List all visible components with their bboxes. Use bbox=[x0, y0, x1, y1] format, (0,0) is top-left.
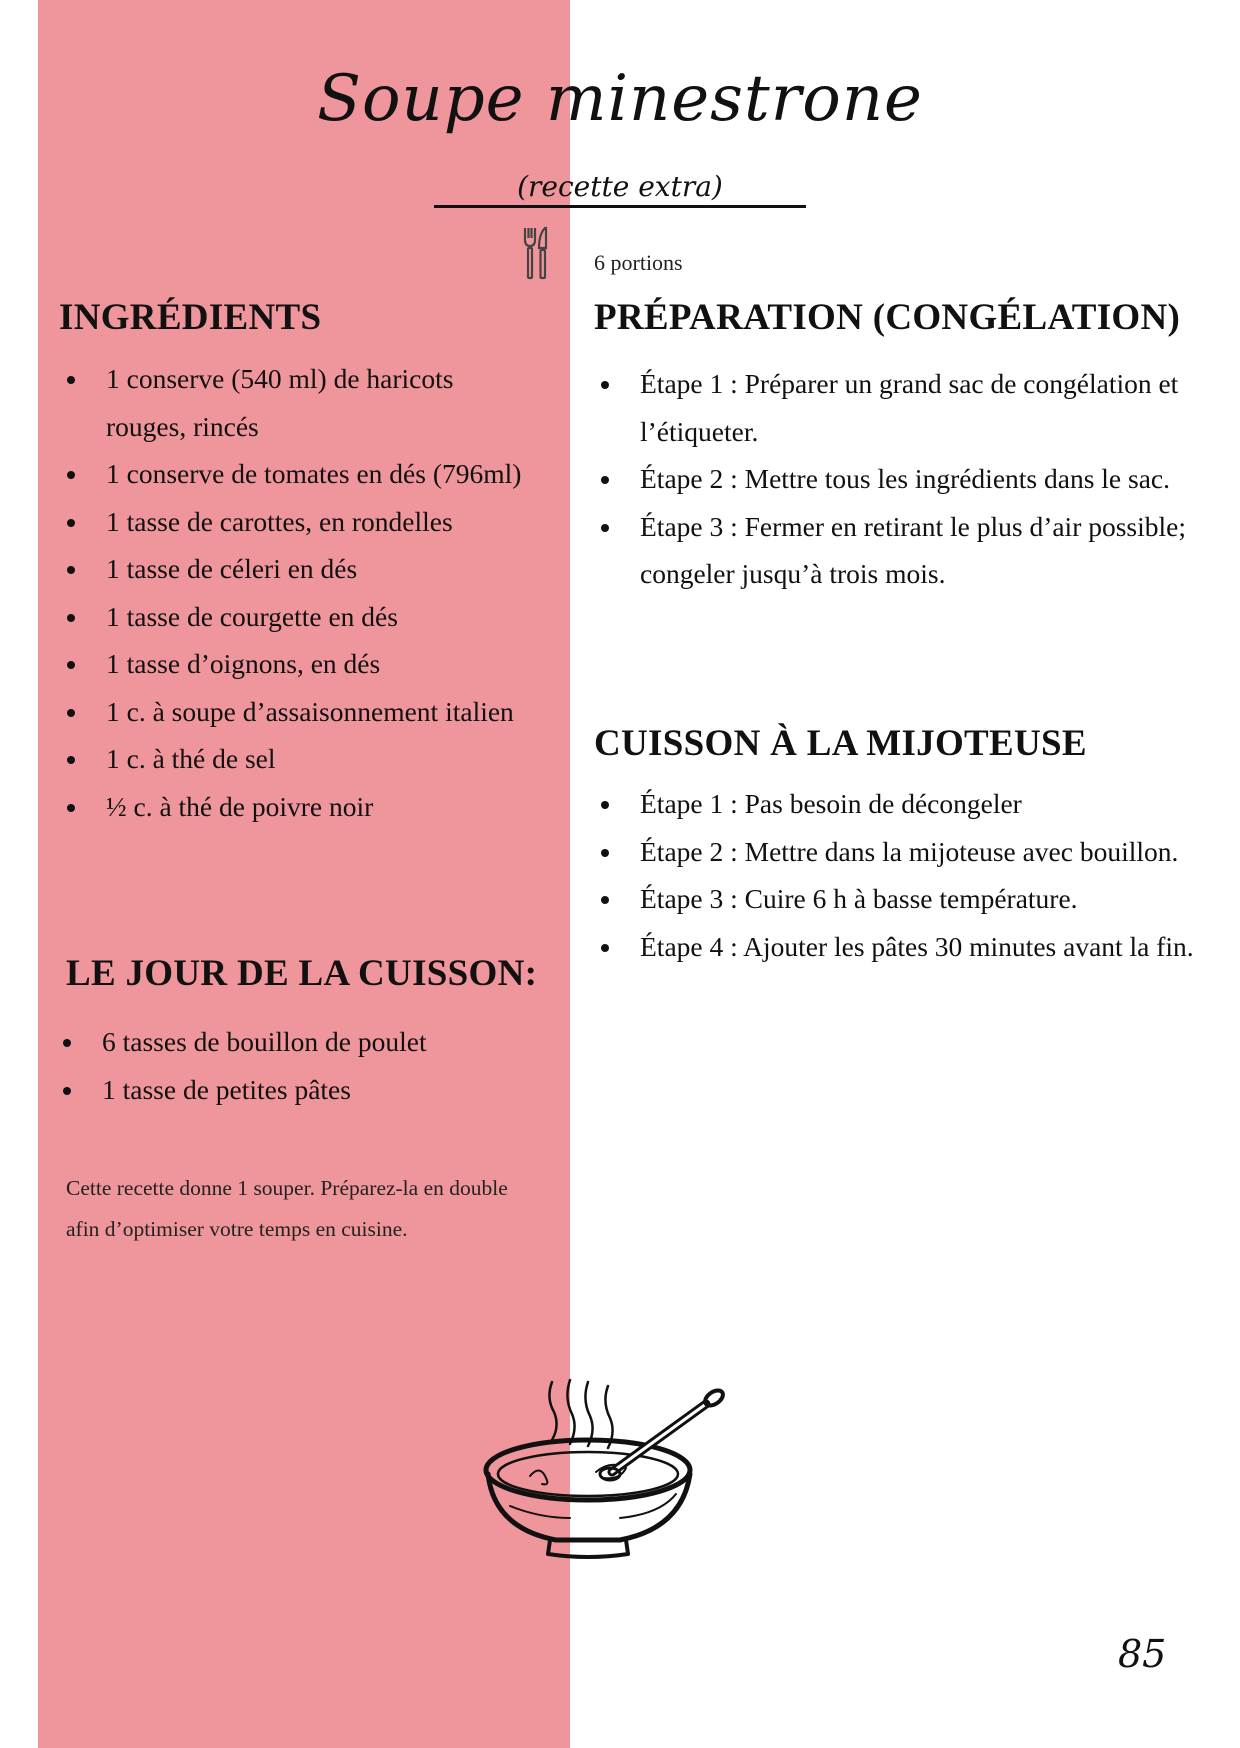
list-item: ½ c. à thé de poivre noir bbox=[60, 783, 530, 831]
ingredients-list bbox=[60, 355, 530, 830]
step-item: Étape 2 : Mettre dans la mijoteuse avec bouillon. bbox=[594, 828, 1214, 876]
list-item: 6 tasses de bouillon de poulet bbox=[56, 1018, 536, 1066]
step-item: Étape 4 : Ajouter les pâtes 30 minutes avant la fin. bbox=[594, 923, 1214, 971]
recipe-note: Cette recette donne 1 souper. Préparez-la en double afin d’optimiser votre temps en cuisine. bbox=[66, 1176, 508, 1241]
step-item: Étape 1 : Préparer un grand sac de congélation et l’étiqueter. bbox=[594, 360, 1214, 455]
list-item: 1 tasse de petites pâtes bbox=[56, 1066, 536, 1114]
cooking-day-heading: LE JOUR DE LA CUISSON: bbox=[66, 953, 538, 994]
fork-knife-icon bbox=[522, 226, 550, 280]
preparation-steps bbox=[594, 360, 1214, 598]
list-item: 1 c. à thé de sel bbox=[60, 735, 530, 783]
slow-cooker-steps bbox=[594, 780, 1214, 970]
list-item: 1 tasse de carottes, en rondelles bbox=[60, 498, 530, 546]
list-item: 1 tasse de céleri en dés bbox=[60, 545, 530, 593]
list-item: 1 tasse de courgette en dés bbox=[60, 593, 530, 641]
cooking-day-list bbox=[56, 1018, 536, 1113]
step-item: Étape 3 : Cuire 6 h à basse température. bbox=[594, 875, 1214, 923]
recipe-title: Soupe minestrone bbox=[317, 62, 923, 136]
page-number: 85 bbox=[1118, 1632, 1167, 1676]
step-item: Étape 3 : Fermer en retirant le plus d’air possible; congeler jusqu’à trois mois. bbox=[594, 503, 1214, 598]
step-item: Étape 1 : Pas besoin de décongeler bbox=[594, 780, 1214, 828]
soup-bowl-icon bbox=[470, 1368, 734, 1560]
list-item: 1 tasse d’oignons, en dés bbox=[60, 640, 530, 688]
list-item: 1 conserve de tomates en dés (796ml) bbox=[60, 450, 530, 498]
list-item: 1 conserve (540 ml) de haricots rouges, rincés bbox=[60, 355, 530, 450]
title-underline bbox=[434, 205, 806, 208]
ingredients-heading: INGRÉDIENTS bbox=[59, 297, 322, 338]
slow-cooker-heading: CUISSON À LA MIJOTEUSE bbox=[594, 723, 1087, 764]
preparation-heading: PRÉPARATION (CONGÉLATION) bbox=[594, 297, 1181, 338]
recipe-subtitle: (recette extra) bbox=[517, 170, 723, 203]
portions-count: 6 portions bbox=[594, 250, 683, 275]
step-item: Étape 2 : Mettre tous les ingrédients dans le sac. bbox=[594, 455, 1214, 503]
list-item: 1 c. à soupe d’assaisonnement italien bbox=[60, 688, 530, 736]
